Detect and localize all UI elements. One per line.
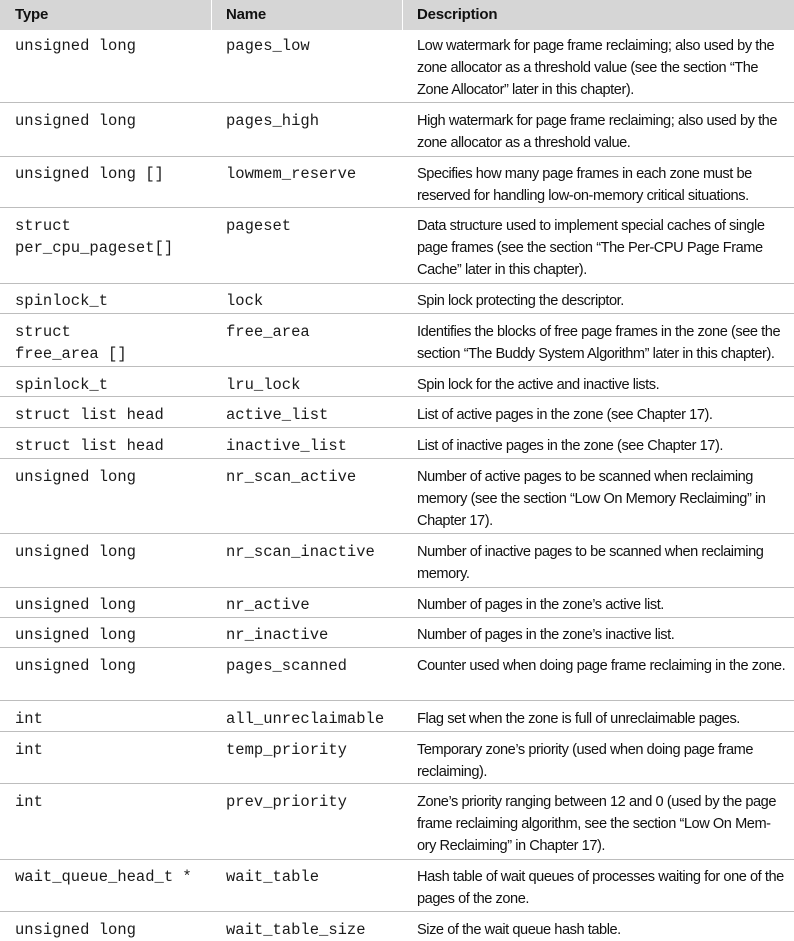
header-name: Name (226, 6, 267, 23)
field-type: unsigned long (15, 468, 136, 486)
field-description: Temporary zone’s priority (used when doing page frame reclaiming). (417, 742, 754, 780)
field-type: int (15, 741, 43, 759)
field-type: int (15, 710, 43, 728)
field-description: Identifies the blocks of free page frames in the zone (see the section “The Buddy System Algorithm” later in this chapter). (417, 324, 781, 362)
field-description: Spin lock protecting the descriptor. (417, 293, 624, 309)
field-type: unsigned long (15, 921, 136, 939)
row-divider (0, 313, 794, 314)
field-description: Size of the wait queue hash table. (417, 922, 621, 938)
row-divider (0, 207, 794, 208)
field-name: pageset (226, 217, 292, 235)
field-name: temp_priority (226, 741, 347, 759)
row-divider (0, 587, 794, 588)
row-divider (0, 911, 794, 912)
field-name: wait_table_size (226, 921, 366, 939)
field-description: Number of active pages to be scanned when reclaiming memory (see the section “Low On Memory Reclaiming” in Chapter 17). (417, 469, 766, 529)
row-divider (0, 427, 794, 428)
row-divider (0, 783, 794, 784)
field-name: pages_high (226, 112, 320, 130)
header-type: Type (15, 6, 49, 23)
row-divider (0, 396, 794, 397)
row-divider (0, 647, 794, 648)
field-type: struct free_area [] (15, 323, 127, 363)
field-type: wait_queue_head_t * (15, 868, 192, 886)
table-header (0, 0, 794, 30)
header-divider (211, 0, 212, 30)
header-divider (402, 0, 403, 30)
field-description: List of active pages in the zone (see Chapter 17). (417, 407, 713, 423)
field-name: free_area (226, 323, 310, 341)
field-description: Data structure used to implement special caches of single page frames (see the section “The Per-CPU Page Frame Cache” later in this chapter). (417, 218, 765, 278)
field-name: lru_lock (226, 376, 301, 394)
field-type: unsigned long (15, 37, 136, 55)
field-type: unsigned long (15, 112, 136, 130)
field-description: Low watermark for page frame reclaiming; also used by the zone allocator as a threshold value (see the section “The Zone Allocator” later in this chapter). (417, 38, 775, 98)
row-divider (0, 156, 794, 157)
row-divider (0, 283, 794, 284)
field-description: Zone’s priority ranging between 12 and 0 (used by the page frame reclaiming algorithm, see the section “Low On Mem- ory Reclaiming” in Chapter 17). (417, 794, 777, 854)
field-description: High watermark for page frame reclaiming; also used by the zone allocator as a threshold value. (417, 113, 778, 151)
field-description: List of inactive pages in the zone (see Chapter 17). (417, 438, 723, 454)
row-divider (0, 458, 794, 459)
field-type: struct per_cpu_pageset[] (15, 217, 174, 257)
field-description: Counter used when doing page frame reclaiming in the zone. (417, 658, 786, 674)
field-type: struct list head (15, 437, 164, 455)
field-type: spinlock_t (15, 376, 109, 394)
row-divider (0, 617, 794, 618)
field-name: prev_priority (226, 793, 347, 811)
field-name: inactive_list (226, 437, 347, 455)
row-divider (0, 731, 794, 732)
field-name: active_list (226, 406, 329, 424)
field-description: Flag set when the zone is full of unreclaimable pages. (417, 711, 740, 727)
row-divider (0, 102, 794, 103)
field-name: pages_low (226, 37, 310, 55)
field-type: spinlock_t (15, 292, 109, 310)
field-description: Number of pages in the zone’s active list. (417, 597, 664, 613)
field-type: struct list head (15, 406, 164, 424)
field-description: Spin lock for the active and inactive lists. (417, 377, 660, 393)
field-name: nr_scan_inactive (226, 543, 375, 561)
row-divider (0, 859, 794, 860)
field-name: all_unreclaimable (226, 710, 385, 728)
field-type: unsigned long (15, 626, 136, 644)
row-divider (0, 700, 794, 701)
header-description: Description (417, 6, 498, 23)
field-description: Number of pages in the zone’s inactive list. (417, 627, 675, 643)
field-name: nr_inactive (226, 626, 329, 644)
field-name: lock (226, 292, 264, 310)
field-description: Hash table of wait queues of processes waiting for one of the pages of the zone. (417, 869, 784, 907)
field-name: pages_scanned (226, 657, 347, 675)
field-type: unsigned long [] (15, 165, 164, 183)
field-type: unsigned long (15, 543, 136, 561)
field-type: int (15, 793, 43, 811)
field-description: Specifies how many page frames in each zone must be reserved for handling low-on-memory critical situations. (417, 166, 752, 204)
field-type: unsigned long (15, 657, 136, 675)
field-name: nr_scan_active (226, 468, 357, 486)
field-type: unsigned long (15, 596, 136, 614)
field-name: nr_active (226, 596, 310, 614)
row-divider (0, 366, 794, 367)
row-divider (0, 533, 794, 534)
field-name: lowmem_reserve (226, 165, 357, 183)
field-description: Number of inactive pages to be scanned when reclaiming memory. (417, 544, 764, 582)
field-name: wait_table (226, 868, 320, 886)
